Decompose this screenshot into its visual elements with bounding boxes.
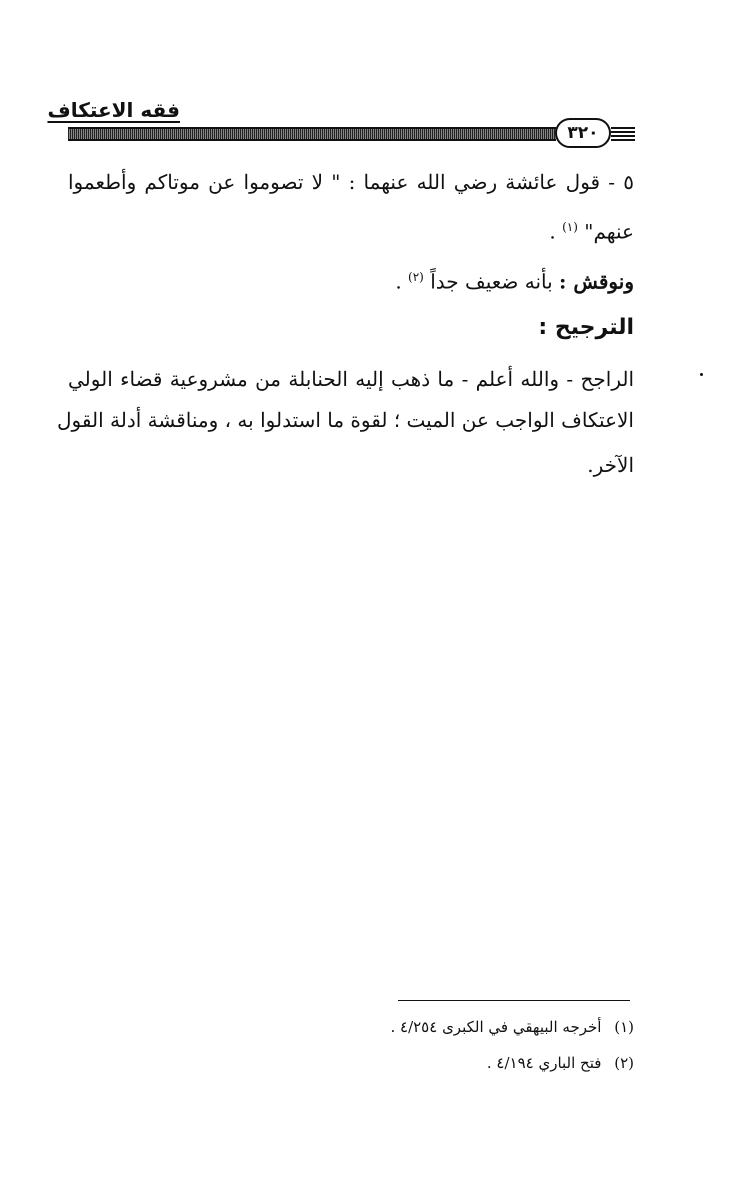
item5-line1: ٥ - قول عائشة رضي الله عنهما : " لا تصوموا عن موتاكم وأطعموا	[68, 170, 634, 194]
rebuttal-text: بأنه ضعيف جداً	[430, 269, 553, 294]
conclusion-line2: الاعتكاف الواجب عن الميت ؛ لقوة ما استدلوا به ، ومناقشة أدلة القول	[57, 408, 634, 432]
footnote-rule	[398, 1000, 630, 1001]
page-number: ٣٢٠	[555, 118, 611, 148]
rebuttal-line	[395, 262, 634, 297]
footnote-1-number: (١)	[614, 1018, 634, 1036]
header-rule-end	[611, 127, 635, 141]
item5-line2	[549, 212, 634, 247]
footnote-ref-1: (١)	[562, 220, 578, 234]
item5-line2-text: عنهم"	[584, 219, 634, 244]
item5-line2-end: .	[549, 219, 556, 244]
rebuttal-end: .	[395, 269, 402, 294]
rebuttal-label: ونوقش :	[559, 269, 634, 294]
margin-mark	[700, 373, 703, 376]
header-rule	[68, 127, 556, 141]
footnote-1	[390, 1016, 634, 1038]
footnote-2	[487, 1052, 634, 1074]
running-title: فقه الاعتكاف	[47, 98, 180, 122]
footnote-ref-2: (٢)	[408, 270, 424, 284]
section-heading: الترجيح :	[538, 315, 634, 340]
conclusion-line1: الراجح - والله أعلم - ما ذهب إليه الحنابلة من مشروعية قضاء الولي	[68, 367, 634, 391]
footnote-2-text: فتح الباري ٤/١٩٤ .	[486, 1054, 602, 1072]
conclusion-line3: الآخر.	[587, 453, 634, 477]
footnote-2-number: (٢)	[614, 1054, 634, 1072]
footnote-1-text: أخرجه البيهقي في الكبرى ٤/٢٥٤ .	[390, 1018, 602, 1036]
